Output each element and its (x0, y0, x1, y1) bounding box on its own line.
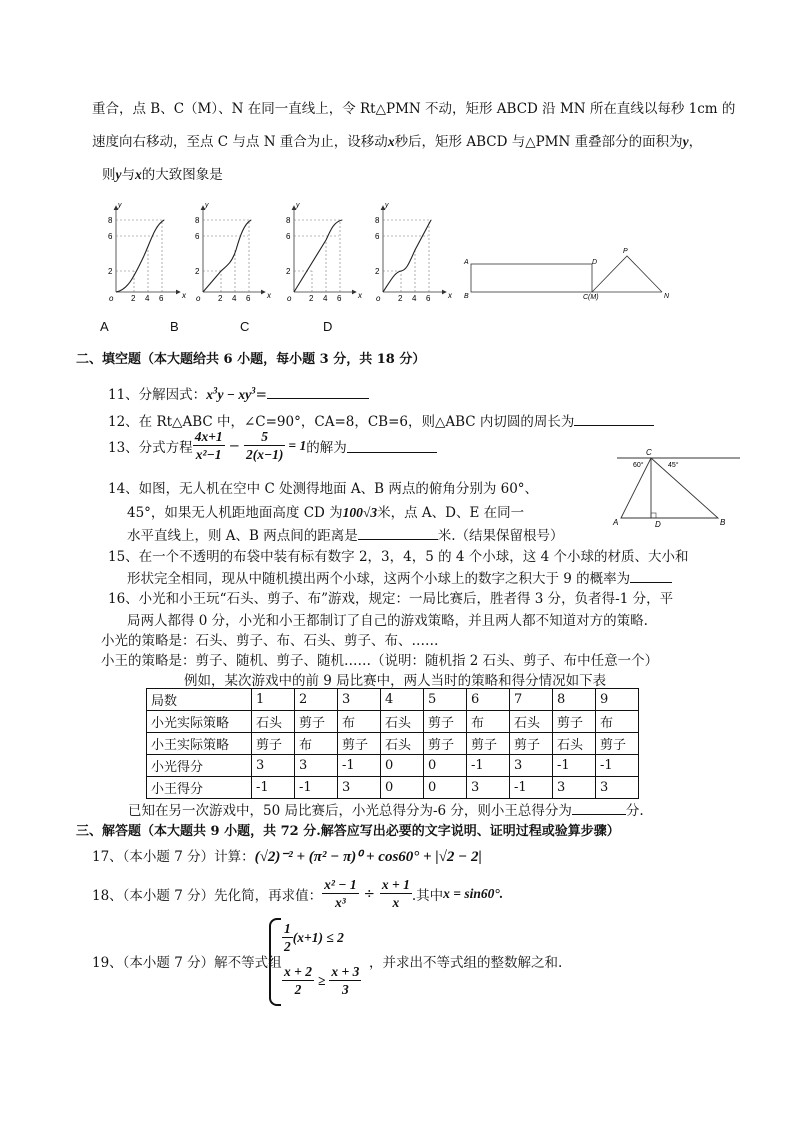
x-axis-label: x (182, 291, 186, 300)
table-cell: 剪子 (424, 733, 467, 755)
q11-answer-blank[interactable] (267, 385, 369, 399)
table-round: 5 (424, 689, 467, 711)
q16-line-5: 例如，某次游戏中的前 9 局比赛中，两人当时的策略和得分情况如下表 (184, 673, 607, 689)
q18-text: 18、（本小题 7 分）先化简，再求值： (92, 887, 323, 904)
table-cell: 布 (596, 711, 639, 733)
q16-strategy-table (146, 688, 639, 799)
table-cell: 3 (553, 777, 596, 799)
q14-label-b: B (720, 518, 726, 527)
q13-eq: = 1 (288, 437, 307, 453)
graph-a (108, 202, 187, 303)
label-n: N (664, 293, 670, 300)
q19-ineq2-l-num: x + 2 (284, 964, 312, 979)
tick-6: 6 (286, 232, 291, 241)
table-cell: 3 (252, 755, 295, 777)
q14-label-d: D (655, 520, 661, 529)
q19-ineq2-l-den: 2 (294, 982, 302, 997)
origin: o (109, 294, 114, 303)
table-cell: 0 (424, 755, 467, 777)
table-header-row (147, 689, 639, 711)
x-axis-label: x (358, 291, 362, 300)
q16-answer-blank[interactable] (572, 801, 626, 815)
q19-ineq2-r-num: x + 3 (331, 964, 360, 979)
option-d: D (323, 319, 333, 334)
x-axis-label: x (267, 291, 271, 300)
q18-f1-num: x² − 1 (324, 877, 357, 892)
table-cell: -1 (467, 755, 510, 777)
table-row (147, 733, 639, 755)
q18-tail: .其中 (411, 887, 444, 904)
q19-ineq2-r-den: 3 (341, 982, 349, 997)
tick-8: 8 (108, 216, 113, 225)
curve-a (116, 220, 164, 292)
q19-inequality-1 (282, 920, 344, 955)
q19-text: 19、（本小题 7 分）解不等式组 (92, 955, 282, 971)
option-c: C (240, 319, 250, 334)
q19-ineq2-right (329, 963, 361, 998)
table-cell: -1 (510, 777, 553, 799)
q11-exp-2: 3 (251, 385, 256, 396)
table-cell: 剪子 (338, 733, 381, 755)
table-row-label: 小光实际策略 (147, 711, 252, 733)
q11-exp-1: 3 (212, 385, 218, 396)
q13-text: 13、分式方程 (108, 439, 193, 456)
table-row (147, 711, 639, 733)
q14-line-1: 14、如图，无人机在空中 C 处测得地面 A、B 两点的俯角分别为 60°、 (108, 481, 539, 497)
table-header-label: 局数 (147, 689, 252, 711)
q13-tail: 的解为 (306, 439, 347, 456)
table-cell: 石头 (252, 711, 295, 733)
tick-x6: 6 (246, 294, 251, 303)
var-x: x (387, 134, 395, 149)
table-cell: 3 (295, 755, 338, 777)
q18-f2-den: x (392, 895, 400, 910)
intro-line-3-b: 与 (121, 167, 135, 183)
q13-f2-den: 2(x−1) (245, 447, 284, 462)
tick-8: 8 (195, 216, 200, 225)
y-axis-label: y (385, 202, 389, 209)
q14-line-2-a: 45°，如果无人机距地面高度 CD 为 (127, 505, 343, 521)
q19-ineq1-rest: (x+1) ≤ 2 (292, 929, 344, 945)
intro-line-2-b: 秒后，矩形 ABCD 与△PMN 重叠部分的面积为 (394, 134, 683, 150)
y-axis-label: y (205, 202, 209, 209)
tick-8: 8 (375, 216, 380, 225)
q16-line-6-a: 已知在另一次游戏中，50 局比赛后，小光总得分为-6 分，则小王总得分为 (128, 803, 572, 819)
origin: o (196, 294, 201, 303)
origin: o (287, 294, 292, 303)
table-cell: -1 (596, 755, 639, 777)
var-x: x (135, 167, 142, 182)
var-y: y (682, 134, 689, 149)
q13-minus: − (228, 437, 240, 454)
y-axis-label: y (296, 202, 300, 209)
graph-d (375, 202, 453, 303)
intro-line-2-a: 速度向右移动，至点 C 与点 N 重合为止，设移动 (92, 134, 388, 150)
q19-tail: ，并求出不等式组的整数解之和. (369, 955, 563, 971)
label-p: P (623, 248, 628, 255)
q18 (92, 876, 503, 911)
q19-half-den: 2 (284, 939, 291, 954)
q18-fraction-2 (380, 876, 412, 911)
table-cell: 石头 (381, 733, 424, 755)
q12-answer-blank[interactable] (574, 412, 654, 426)
q16-line-1: 16、小光和小王玩“石头、剪子、布”游戏，规定：一局比赛后，胜者得 3 分，负者得-1 分，平 (108, 591, 674, 607)
table-cell: 3 (338, 777, 381, 799)
q14-line-2-b: 米，点 A、D、E 在同一 (377, 505, 525, 521)
q14-line-3-b: 米.（结果保留根号） (437, 528, 564, 544)
section-3-title: 三、解答题（本大题共 9 小题，共 72 分.解答应写出必要的文字说明、证明过程或验算步骤） (76, 824, 620, 839)
q12-text: 12、在 Rt△ABC 中，∠C=90°，CA=8，CB=6，则△ABC 内切圆的周长为 (108, 414, 575, 430)
table-row-label: 小王实际策略 (147, 733, 252, 755)
tick-6: 6 (195, 232, 200, 241)
q11-eq: = (255, 387, 267, 403)
q17 (92, 845, 482, 866)
intro-line-3-c: 的大致图象是 (141, 167, 223, 183)
table-cell: 剪子 (424, 711, 467, 733)
table-cell: -1 (553, 755, 596, 777)
table-cell: 布 (295, 733, 338, 755)
q12 (108, 410, 654, 430)
origin: o (376, 294, 381, 303)
table-cell: 剪子 (510, 733, 553, 755)
table-cell: 剪子 (596, 733, 639, 755)
tick-6: 6 (108, 232, 113, 241)
tick-x6: 6 (337, 294, 342, 303)
table-round: 1 (252, 689, 295, 711)
tick-6: 6 (375, 232, 380, 241)
tick-x4: 4 (232, 294, 237, 303)
table-cell: -1 (295, 777, 338, 799)
table-cell: 布 (467, 711, 510, 733)
option-a: A (100, 319, 109, 334)
q19-inequality-2 (282, 963, 361, 998)
label-b: B (464, 293, 469, 300)
intro-line-3 (102, 163, 223, 183)
table-round: 7 (510, 689, 553, 711)
intro-line-1: 重合，点 B、C（M）、N 在同一直线上，令 Rt△PMN 不动，矩形 ABCD 沿 MN 所在直线以每秒 1cm 的 (92, 101, 736, 117)
q15-line-1: 15、在一个不透明的布袋中装有标有数字 2，3，4，5 的 4 个小球，这 4 个小球的材质、大小和 (108, 549, 689, 565)
tick-x4: 4 (145, 294, 150, 303)
rect-triangle-figure (463, 248, 670, 301)
table-row-label: 小王得分 (147, 777, 252, 799)
tick-2: 2 (375, 267, 380, 276)
q16-line-6 (128, 799, 644, 819)
table-cell: 0 (381, 777, 424, 799)
q15-line-2 (127, 567, 672, 587)
table-cell: 3 (510, 755, 553, 777)
tick-8: 8 (286, 216, 291, 225)
table-round: 2 (295, 689, 338, 711)
table-cell: 剪子 (467, 733, 510, 755)
q13-f1-num: 4x+1 (194, 429, 223, 444)
table-cell: -1 (252, 777, 295, 799)
q18-f1-den: x³ (334, 895, 346, 910)
table-cell: 0 (424, 777, 467, 799)
q14-angle-60: 60° (633, 462, 644, 469)
q19-half-num: 1 (284, 921, 291, 936)
var-y: y (115, 167, 122, 182)
label-cm: C(M) (583, 294, 599, 301)
table-round: 3 (338, 689, 381, 711)
table-cell: 石头 (553, 733, 596, 755)
table-row-label: 小光得分 (147, 755, 252, 777)
q16-line-4: 小王的策略是：剪子、随机、剪子、随机……（说明：随机指 2 石头、剪子、布中任意一个） (101, 653, 659, 669)
curve-d (383, 220, 431, 292)
q14-angle-45: 45° (668, 462, 679, 469)
q19-brace (269, 918, 281, 1006)
table-round: 9 (596, 689, 639, 711)
q19-half (282, 920, 293, 955)
graph-c (286, 202, 363, 303)
q18-condition: x = sin60°. (443, 885, 504, 901)
option-b: B (170, 319, 179, 334)
table-cell: 3 (467, 777, 510, 799)
tick-2: 2 (195, 267, 200, 276)
tick-x4: 4 (412, 294, 417, 303)
intro-line-3-a: 则 (102, 167, 116, 183)
q15-line-2-text: 形状完全相同，现从中随机摸出两个小球，这两个小球上的数字之积大于 9 的概率为 (127, 571, 631, 587)
q19-ineq2-left (282, 963, 314, 998)
table-row (147, 755, 639, 777)
table-cell: 石头 (510, 711, 553, 733)
q11 (108, 383, 369, 403)
tick-x2: 2 (131, 294, 136, 303)
q18-fraction-1 (322, 876, 358, 911)
q18-f2-num: x + 1 (381, 877, 410, 892)
table-cell: -1 (338, 755, 381, 777)
intro-line-2 (92, 130, 702, 150)
graph-figures (0, 198, 794, 318)
tick-x2: 2 (309, 294, 314, 303)
table-cell: 剪子 (295, 711, 338, 733)
q13-f2-num: 5 (244, 428, 285, 446)
table-row (147, 777, 639, 799)
q14-figure (0, 442, 794, 532)
q16-line-3: 小光的策略是：石头、剪子、布、石头、剪子、布、…… (101, 633, 439, 649)
q15-answer-blank[interactable] (630, 569, 672, 583)
table-round: 6 (467, 689, 510, 711)
curve-c (294, 220, 342, 292)
graph-b (195, 202, 272, 303)
table-cell: 剪子 (553, 711, 596, 733)
table-cell: 0 (381, 755, 424, 777)
q17-text: 17、（本小题 7 分）计算： (92, 849, 255, 865)
q11-expr-b: y − xy (217, 387, 252, 402)
table-cell: 剪子 (252, 733, 295, 755)
table-round: 4 (381, 689, 424, 711)
table-cell: 石头 (381, 711, 424, 733)
curve-b (203, 220, 251, 292)
q14-label-a: A (613, 518, 619, 527)
tick-x6: 6 (159, 294, 164, 303)
q14-height: 100√3 (342, 505, 378, 520)
tick-2: 2 (108, 267, 113, 276)
q14-label-c: C (646, 448, 652, 457)
label-a: A (464, 259, 469, 266)
label-d: D (592, 259, 598, 266)
q14-line-3-a: 水平直线上，则 A、B 两点间的距离是 (127, 528, 358, 544)
q19-ineq2-op: ≥ (317, 972, 326, 988)
x-axis-label: x (448, 291, 452, 300)
tick-x4: 4 (323, 294, 328, 303)
q13-f1-den: x²−1 (195, 447, 222, 462)
y-axis-label: y (118, 202, 122, 209)
intro-line-2-c: ， (688, 134, 703, 150)
table-round: 8 (553, 689, 596, 711)
q11-text: 11、分解因式： (108, 387, 207, 403)
tick-x2: 2 (398, 294, 403, 303)
q16-line-6-b: 分. (625, 803, 644, 819)
q17-expression: (√2)⁻² + (π² − π)⁰ + cos60° + |√2 − 2| (254, 849, 482, 865)
table-cell: 布 (338, 711, 381, 733)
tick-2: 2 (286, 267, 291, 276)
q11-expr-a: x (206, 387, 213, 402)
q16-line-2: 局两人都得 0 分，小光和小王都制订了自己的游戏策略，并且两人都不知道对方的策略. (127, 613, 648, 629)
tick-x2: 2 (218, 294, 223, 303)
tick-x6: 6 (426, 294, 431, 303)
table-cell: 3 (596, 777, 639, 799)
section-2-title: 二、填空题（本大题给共 6 小题，每小题 3 分，共 18 分） (76, 352, 426, 367)
q18-div: ÷ (363, 885, 375, 902)
